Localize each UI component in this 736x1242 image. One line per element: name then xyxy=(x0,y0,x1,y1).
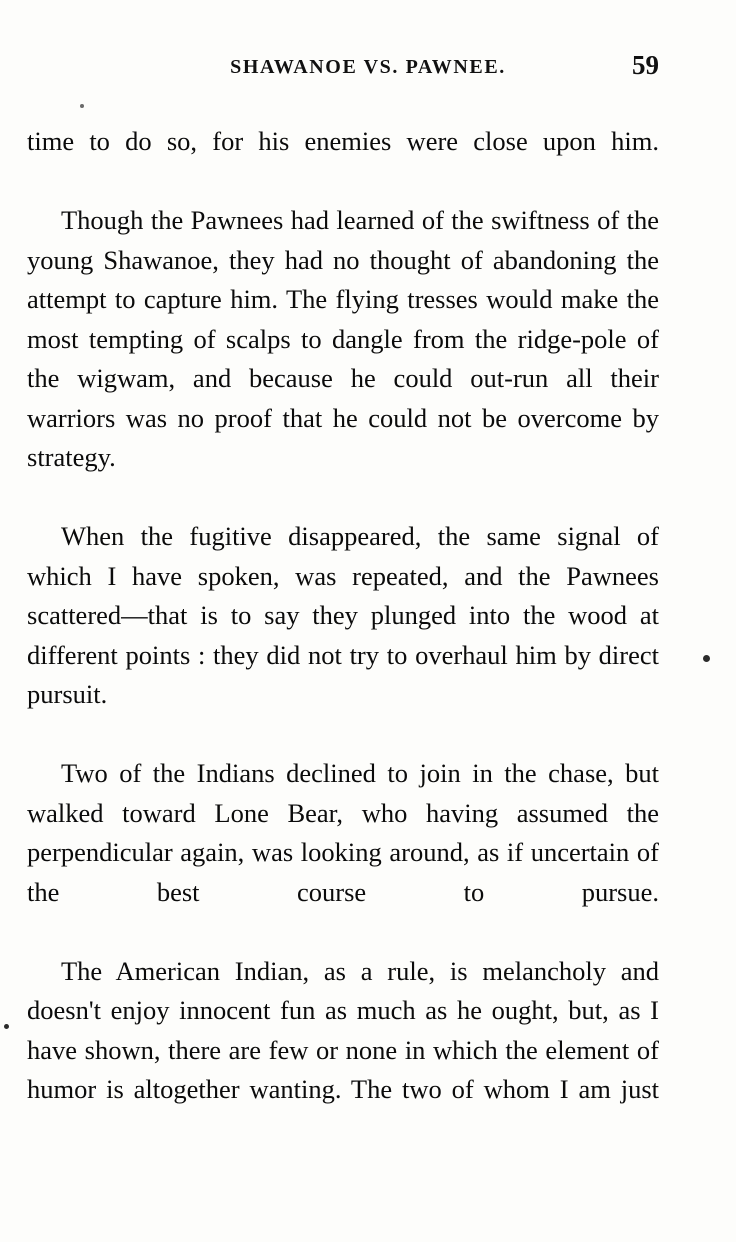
page-header xyxy=(0,50,736,88)
paragraph: Two of the Indians declined to join in the chase, but walked toward Lone Bear, who having assumed the perpendicular again, was looking around, as if uncertain of the best course to pursue. xyxy=(27,758,659,907)
paragraph: time to do so, for his enemies were close upon him. xyxy=(27,126,659,156)
page-speck xyxy=(80,104,84,108)
page-body xyxy=(27,122,659,1149)
page-speck xyxy=(703,655,710,662)
paragraph: The American Indian, as a rule, is melancholy and doesn't enjoy innocent fun as much as he ought, but, as I have shown, there are few or none in which the element of humor is altogether wanting. The two of whom I am just xyxy=(27,955,659,1104)
paragraph: Though the Pawnees had learned of the swiftness of the young Shawanoe, they had no thought of abandoning the attempt to capture him. The flying tresses would make the most tempting of scalps to dangle from the ridge-pole of the wigwam, and because he could out-run all their warriors was no proof that he could not be overcome by strategy. xyxy=(27,205,659,472)
page-number: 59 xyxy=(632,50,659,80)
running-head: SHAWANOE VS. PAWNEE. xyxy=(230,56,506,78)
page-speck xyxy=(4,1024,9,1029)
paragraph: When the fugitive disappeared, the same signal of which I have spoken, was repeated, and the Pawnees scattered—that is to say they plunged into the wood at different points : they did not try to overhaul him by direct pursuit. xyxy=(27,521,659,709)
